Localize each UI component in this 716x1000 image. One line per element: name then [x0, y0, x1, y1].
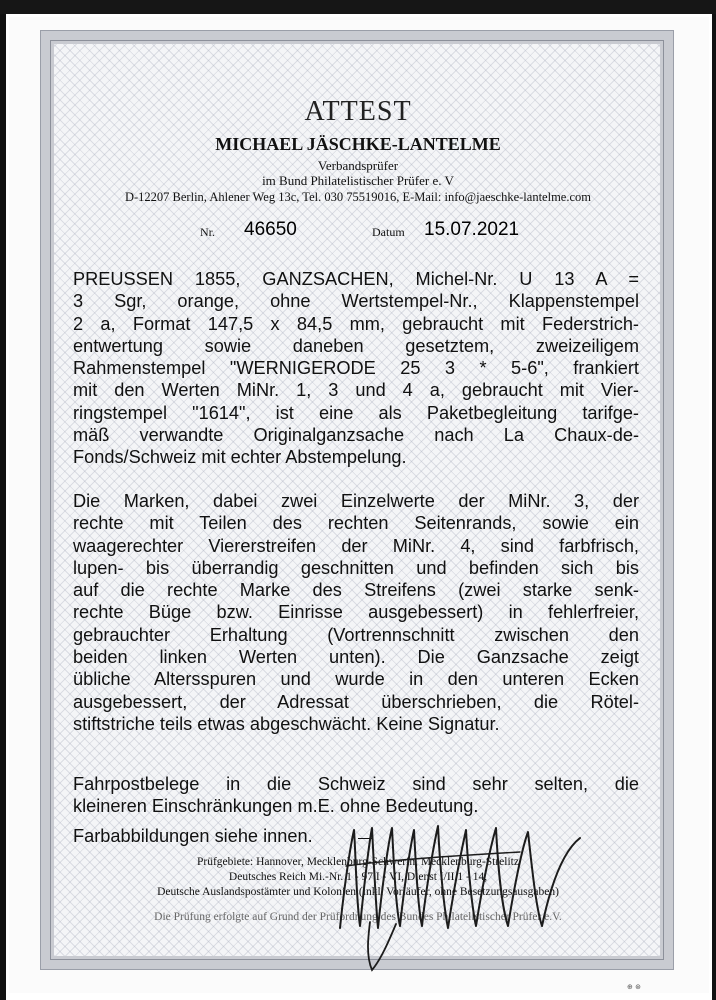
exam-regulation-notice: Die Prüfung erfolgte auf Grund der Prüfordnung des Bundes Philatelistischer Prüfer e.V.	[154, 911, 562, 923]
text-line: ausgebessert, der Adressat überschrieben, die Rötel-	[73, 691, 639, 712]
text-line: Fahrpostbelege in die Schweiz sind sehr selten, die	[73, 774, 639, 794]
text-line: mäß verwandte Originalganzsache nach La Chaux-de-	[73, 425, 639, 446]
text-line: 2 a, Format 147,5 x 84,5 mm, gebraucht mit Federstrich-	[73, 313, 639, 334]
text-line: rechte mit Teilen des rechten Seitenrands, sowie ein	[73, 513, 639, 534]
text-line: stiftstriche teils etwas abgeschwächt. Keine Signatur.	[73, 713, 500, 734]
examiner-association: im Bund Philatelistischer Prüfer e. V	[262, 173, 454, 188]
certificate-number: 46650	[244, 219, 297, 240]
exam-areas-line: Prüfgebiete: Hannover, Mecklenburg-Schwerin, Mecklenburg-Strelitz	[197, 856, 519, 868]
text-line: Rahmenstempel "WERNIGERODE 25 3 * 5-6", frankiert	[73, 358, 639, 379]
certification-mark-icon: ⊕ ⊛	[627, 983, 641, 991]
text-line: gebrauchter Erhaltung (Vortrennschnitt zwischen den	[73, 624, 639, 645]
text-line: mit den Werten MiNr. 1, 3 und 4 a, gebraucht mit Vier-	[73, 380, 639, 401]
handwritten-signature	[330, 808, 600, 978]
examiner-address: D-12207 Berlin, Ahlener Weg 13c, Tel. 030 75519016, E-Mail: info@jaeschke-lantelme.com	[124, 190, 591, 204]
text-line: kleineren Einschränkungen m.E. ohne Bedeutung.	[73, 796, 479, 817]
certificate-date: 15.07.2021	[424, 219, 520, 240]
text-line: Die Marken, dabei zwei Einzelwerte der MiNr. 3, der	[73, 491, 639, 511]
text-line: waagerechter Viererstreifen der MiNr. 4, sind farbfrisch,	[73, 535, 639, 556]
examiner-role: Verbandsprüfer	[317, 158, 399, 173]
examiner-name: MICHAEL JÄSCHKE-LANTELME	[215, 134, 501, 154]
text-line: Fonds/Schweiz mit echter Abstempelung.	[73, 447, 407, 468]
text-line: übliche Altersspuren und wurde in den unteren Ecken	[73, 669, 639, 690]
text-line: beiden linken Werten unten). Die Ganzsache zeigt	[73, 647, 639, 668]
date-label: Datum	[372, 225, 405, 239]
text-line: rechte Büge bzw. Einrisse ausgebessert) in fehlerfreier,	[73, 602, 639, 623]
exam-areas-line: Deutsche Auslandspostämter und Kolonien (inkl. Vorläufer, ohne Besetzungsausgaben)	[157, 886, 559, 898]
text-line: PREUSSEN 1855, GANZSACHEN, Michel-Nr. U 13 A =	[73, 269, 639, 289]
color-images-note: Farbabbildungen siehe innen.	[73, 826, 313, 846]
text-line: auf die rechte Marke des Streifens (zwei starke senk-	[73, 580, 639, 601]
text-line: 3 Sgr, orange, ohne Wertstempel-Nr., Klappenstempel	[73, 291, 639, 312]
description-paragraph	[73, 268, 639, 469]
text-line: ringstempel "1614", ist eine als Paketbegleitung tarifge-	[73, 402, 639, 423]
text-line: lupen- bis überrandig geschnitten und befinden sich bis	[73, 557, 639, 578]
condition-paragraph	[73, 490, 639, 735]
certificate-title: ATTEST	[304, 96, 412, 127]
text-line: entwertung sowie daneben gesetztem, zweizeiligem	[73, 335, 639, 356]
exam-areas-line: Deutsches Reich Mi.-Nr. 1 - 97 I - VI, Dienst I/II 1 - 14,	[228, 871, 488, 883]
certificate-number-label: Nr.	[200, 225, 215, 239]
